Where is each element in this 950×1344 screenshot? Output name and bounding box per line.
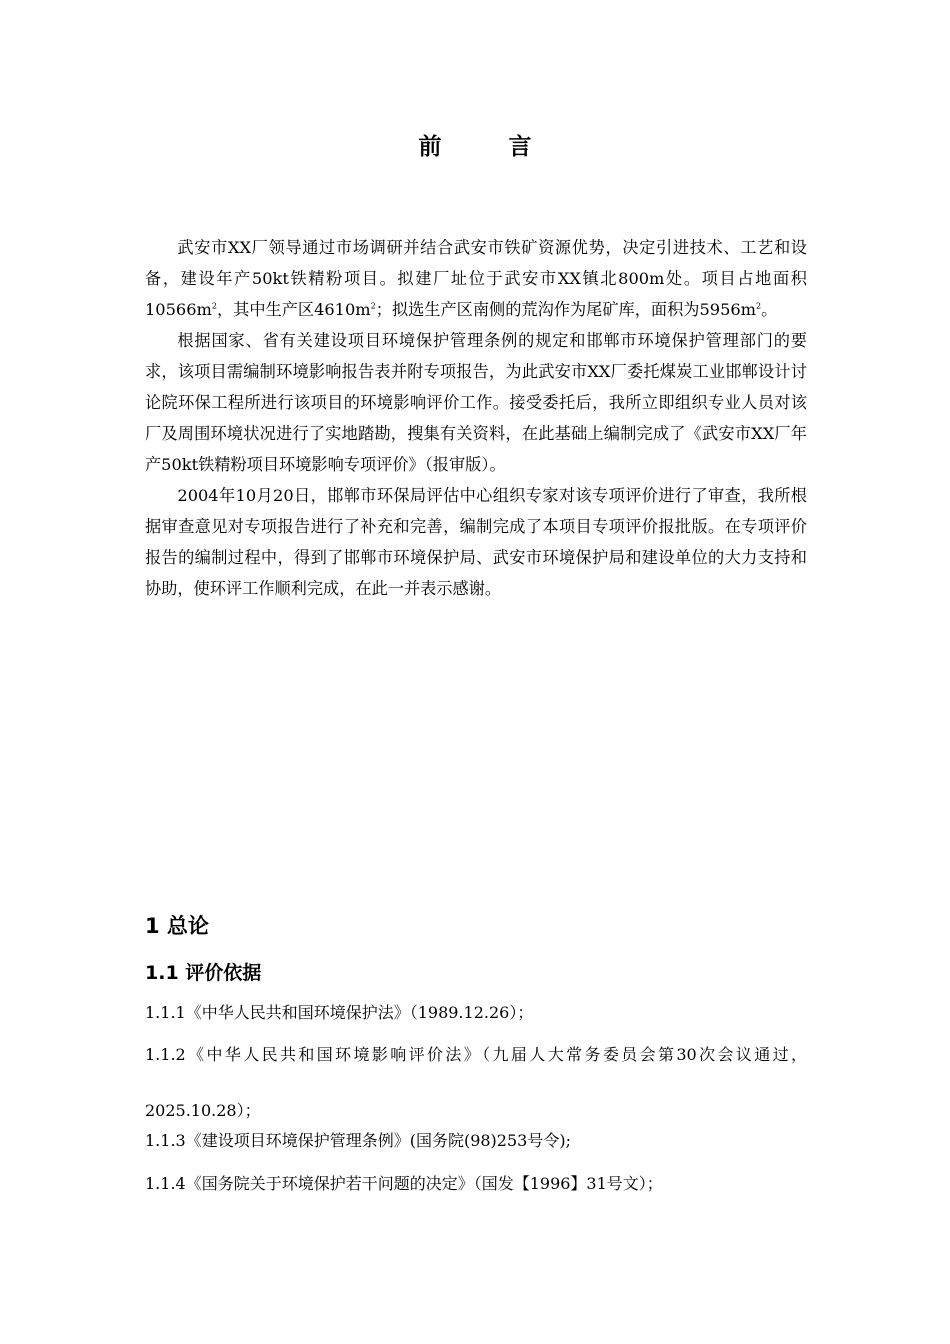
paragraph-1-part-b: ，其中生产区4610m	[216, 300, 371, 319]
reference-item: 1.1.4《国务院关于环境保护若干问题的决定》（国发【1996】31号文）；	[145, 1174, 663, 1193]
paragraph-1-part-d: 。	[761, 300, 778, 319]
reference-item: 1.1.1《中华人民共和国环境保护法》（1989.12.26）；	[145, 1003, 534, 1022]
superscript-2: 2	[211, 301, 217, 311]
paragraph-1-part-c: ；拟选生产区南侧的荒沟作为尾矿库，面积为5956m	[375, 300, 757, 319]
section-heading-1: 1 总论	[145, 914, 209, 938]
preface-paragraph-1	[145, 232, 807, 325]
superscript-2: 2	[756, 301, 762, 311]
reference-item: 1.1.3《建设项目环境保护管理条例》(国务院(98)253号令);	[145, 1131, 571, 1150]
preface-body	[145, 232, 807, 604]
preface-title: 前 言	[418, 134, 554, 160]
reference-item: 1.1.2《中华人民共和国环境影响评价法》（九届人大常务委员会第30次会议通过，2025.10.28）；	[145, 1045, 807, 1120]
section-heading-1-1: 1.1 评价依据	[145, 962, 262, 984]
superscript-2: 2	[370, 301, 376, 311]
paragraph-1-part-a: 武安市XX厂领导通过市场调研并结合武安市铁矿资源优势，决定引进技术、工艺和设备，建设年产50kt铁精粉项目。拟建厂址位于武安市XX镇北800m处。项目占地面积10566m	[145, 238, 807, 319]
preface-paragraph-3: 2004年10月20日，邯郸市环保局评估中心组织专家对该专项评价进行了审查，我所根据审查意见对专项报告进行了补充和完善，编制完成了本项目专项评价报批版。在专项评价报告的编制过程中，得到了邯郸市环境保护局、武安市环境保护局和建设单位的大力支持和协助，使环评工作顺利完成，在此一并表示感谢。	[145, 486, 807, 598]
preface-paragraph-2: 根据国家、省有关建设项目环境保护管理条例的规定和邯郸市环境保护管理部门的要求，该项目需编制环境影响报告表并附专项报告，为此武安市XX厂委托煤炭工业邯郸设计讨论院环保工程所进行该项目的环境影响评价工作。接受委托后，我所立即组织专业人员对该厂及周围环境状况进行了实地踏勘，搜集有关资料，在此基础上编制完成了《武安市XX厂年产50kt铁精粉项目环境影响专项评价》（报审版）。	[145, 331, 807, 474]
